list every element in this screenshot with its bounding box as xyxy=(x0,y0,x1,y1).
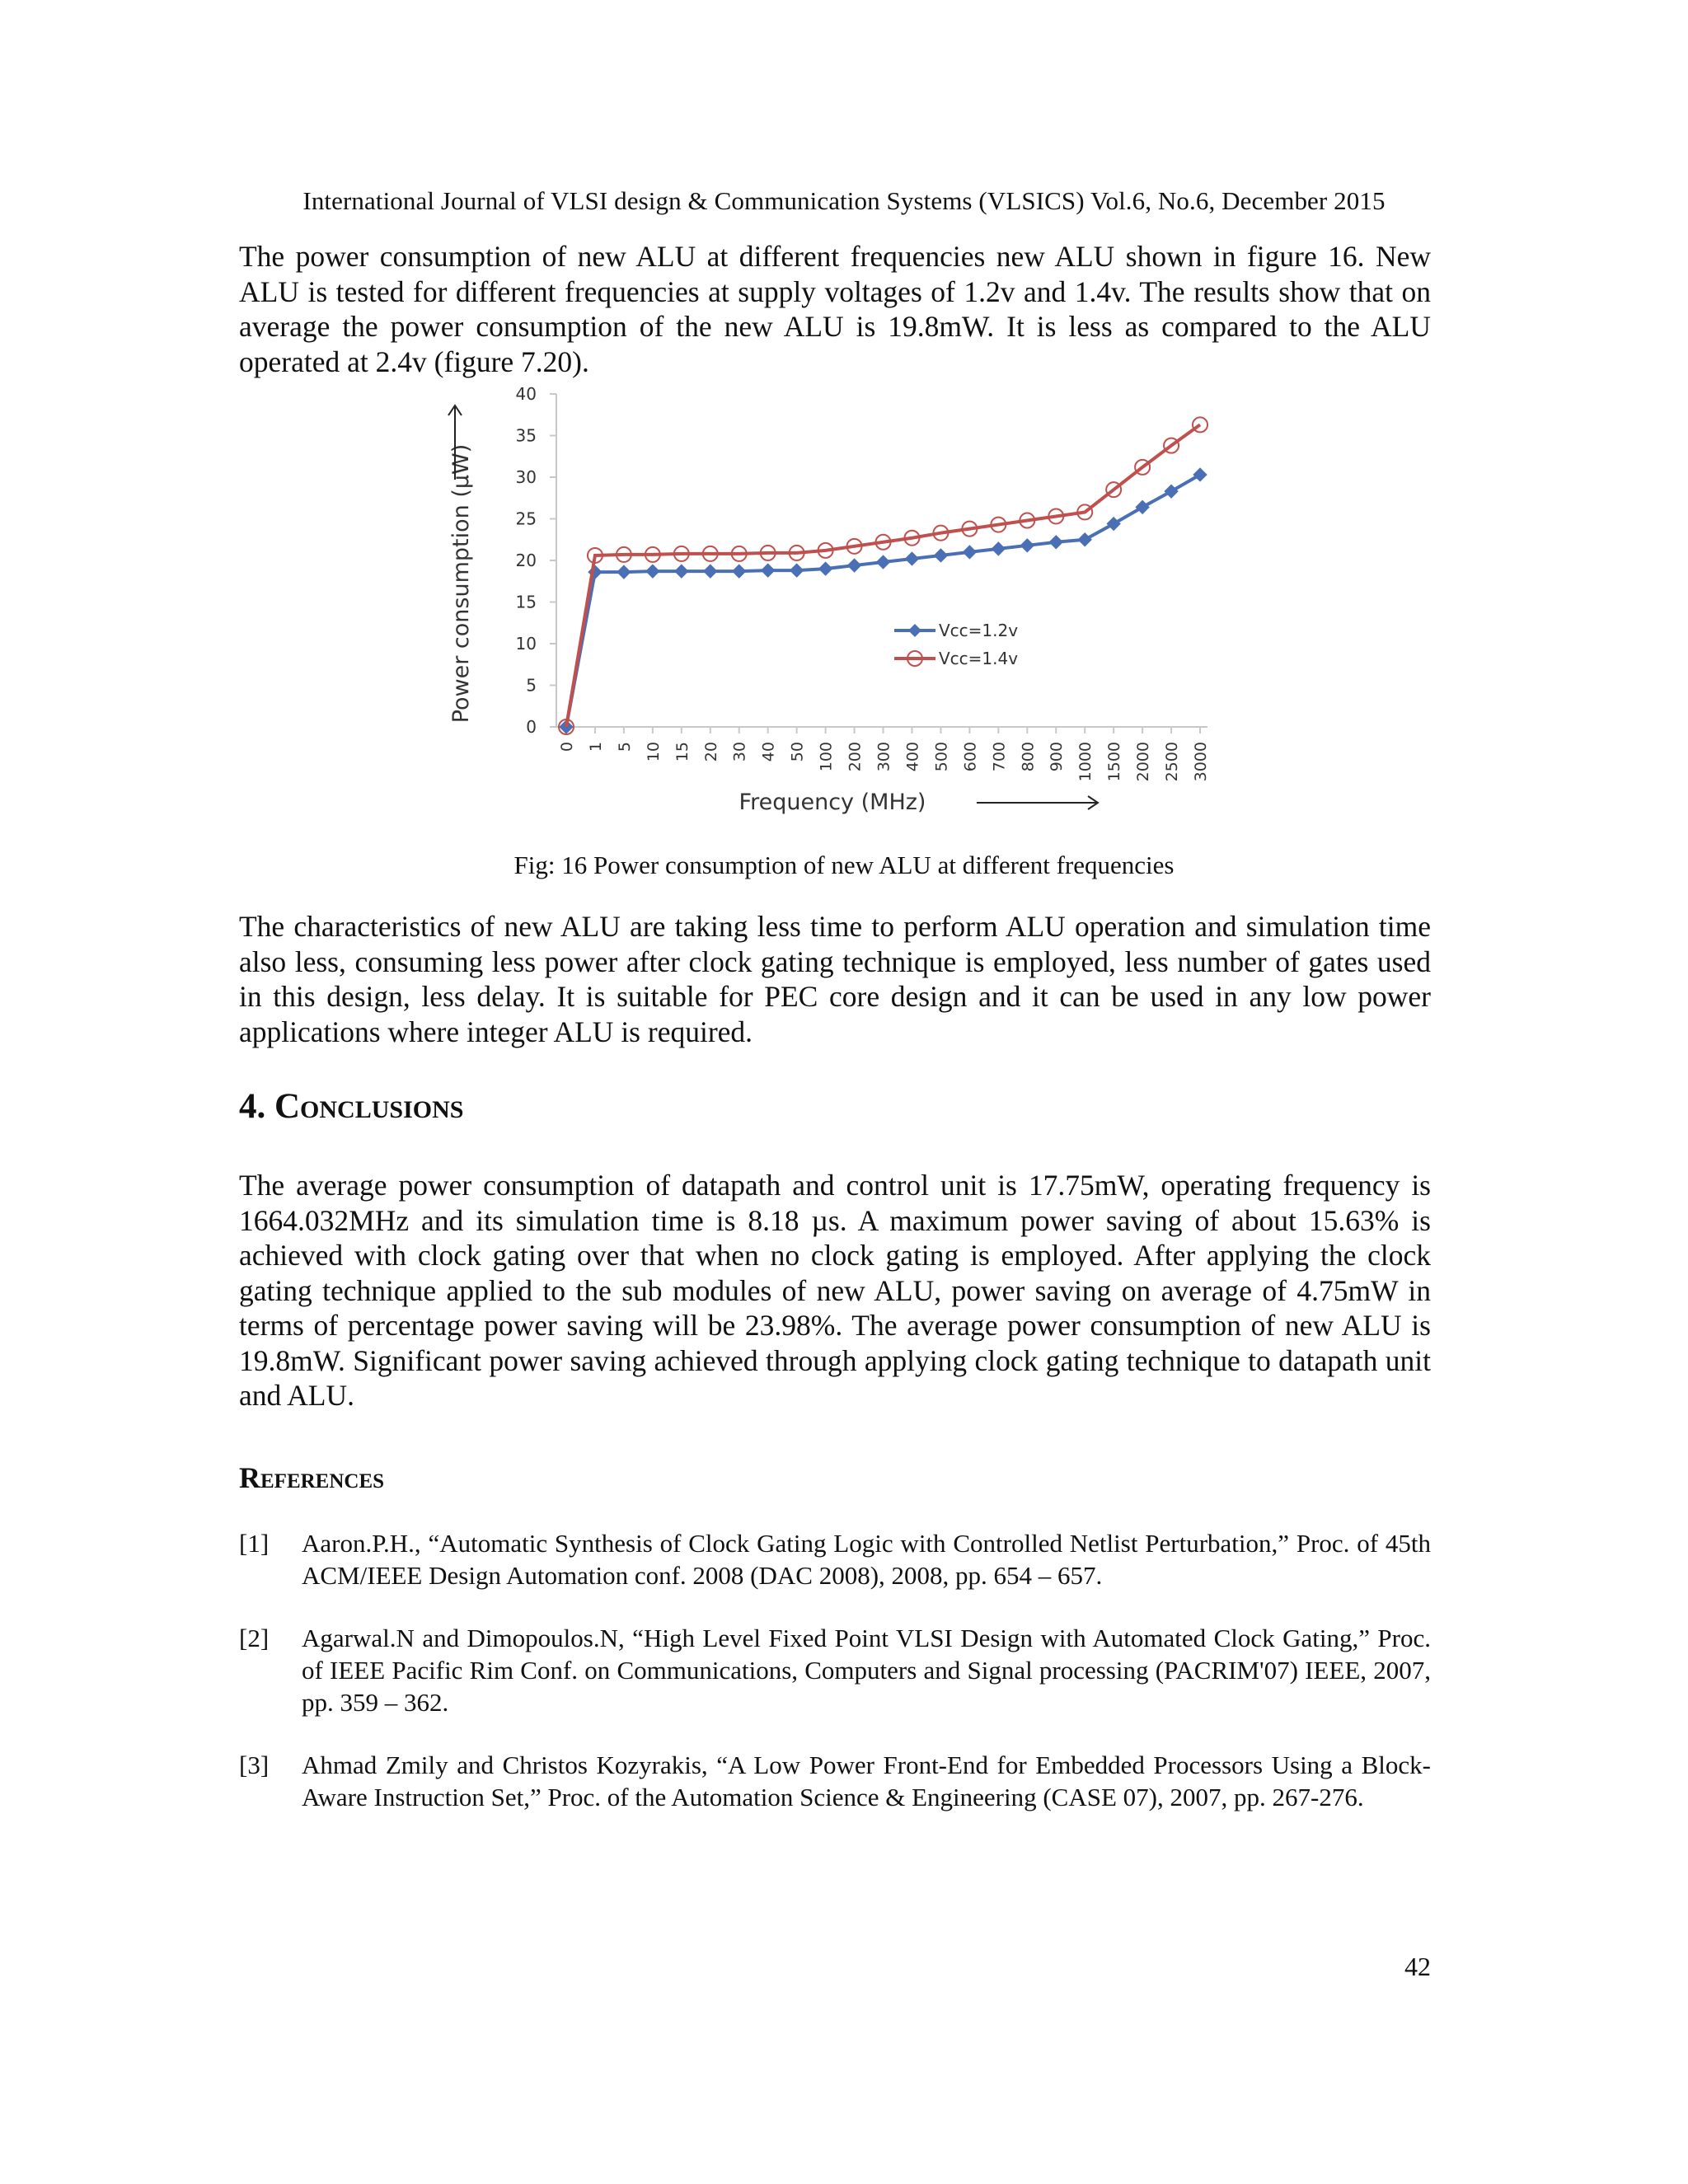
paragraph-conclusions: The average power consumption of datapath and control unit is 17.75mW, operating frequency is 1664.032MHz and its simulation time is 8.18 µs. A maximum power saving of about 15.63% is achieved with clock gating over that when no clock gating is employed. After applying the clock gating technique applied to the sub modules of new ALU, power saving on average of 4.75mW in terms of percentage power saving will be 23.98%. The average power consumption of new ALU is 19.8mW. Significant power saving achieved through applying clock gating technique to datapath unit and ALU. xyxy=(239,1169,1431,1412)
paragraph-intro: The power consumption of new ALU at different frequencies new ALU shown in figure 16. New ALU is tested for different frequencies at supply voltages of 1.2v and 1.4v. The results show that on average the power consumption of the new ALU is 19.8mW. It is less as compared to the ALU operated at 2.4v (figure 7.20). xyxy=(239,240,1431,378)
section-heading-references: References xyxy=(239,1461,385,1494)
reference-item xyxy=(239,1527,1431,1591)
reference-text: Ahmad Zmily and Christos Kozyrakis, “A Low Power Front-End for Embedded Processors Using a Block-Aware Instruction Set,” Proc. of the Automation Science & Engineering (CASE 07), 2007, pp. 267-276. xyxy=(302,1750,1431,1811)
x-tick-label: 500 xyxy=(932,742,951,772)
data-point xyxy=(963,546,976,559)
reference-item xyxy=(239,1749,1431,1813)
x-tick-label: 300 xyxy=(874,742,893,772)
section-heading-conclusions: 4. Conclusions xyxy=(239,1087,464,1126)
y-axis-label: Power consumption (µW) xyxy=(448,443,474,724)
data-point xyxy=(1049,536,1062,549)
legend-marker xyxy=(908,624,921,637)
x-tick-label: 15 xyxy=(673,742,692,762)
power-frequency-chart xyxy=(437,381,1228,826)
paragraph-characteristics: The characteristics of new ALU are taking less time to perform ALU operation and simulation time also less, consuming less power after clock gating technique is employed, less number of gates used in this design, less delay. It is suitable for PEC core design and it can be used in any low power applications where integer ALU is required. xyxy=(239,910,1431,1048)
running-head: International Journal of VLSI design & Communication Systems (VLSICS) Vol.6, No.6, December 2015 xyxy=(302,186,1386,215)
data-point xyxy=(762,564,775,577)
data-point xyxy=(1136,500,1149,513)
data-point xyxy=(1193,417,1207,432)
reference-number: [1] xyxy=(239,1529,270,1558)
reference-text: Aaron.P.H., “Automatic Synthesis of Clock Gating Logic with Controlled Netlist Perturbation,” Proc. of 45th ACM/IEEE Design Automation conf. 2008 (DAC 2008), 2008, pp. 654 – 657. xyxy=(302,1529,1431,1590)
series-line-1 xyxy=(566,475,1200,727)
y-tick-label: 10 xyxy=(515,634,537,654)
legend-label: Vcc=1.2v xyxy=(939,621,1019,640)
x-tick-label: 2500 xyxy=(1163,742,1182,782)
x-tick-label: 800 xyxy=(1019,742,1038,772)
x-tick-label: 3000 xyxy=(1192,742,1211,782)
y-tick-label: 30 xyxy=(515,467,537,487)
data-point xyxy=(733,565,746,578)
reference-number: [3] xyxy=(239,1750,270,1779)
y-tick-label: 5 xyxy=(526,675,537,696)
data-point xyxy=(1165,485,1178,498)
y-tick-label: 25 xyxy=(515,509,537,529)
y-tick-label: 15 xyxy=(515,592,537,612)
data-point xyxy=(790,564,804,577)
x-tick-label: 600 xyxy=(961,742,980,772)
data-point xyxy=(934,549,947,562)
x-tick-label: 50 xyxy=(788,742,807,762)
figure-16 xyxy=(437,381,1228,826)
data-point xyxy=(675,565,688,578)
reference-number: [2] xyxy=(239,1624,270,1652)
data-point xyxy=(848,559,861,572)
x-tick-label: 0 xyxy=(558,742,576,752)
x-tick-label: 400 xyxy=(903,742,922,772)
y-tick-label: 40 xyxy=(515,384,537,404)
data-point xyxy=(1193,468,1207,481)
figure-caption: Fig: 16 Power consumption of new ALU at different frequencies xyxy=(513,851,1175,879)
page-number: 42 xyxy=(1404,1952,1431,1981)
x-tick-label: 30 xyxy=(730,742,749,762)
data-point xyxy=(877,555,890,569)
data-point xyxy=(646,565,659,578)
x-tick-label: 40 xyxy=(759,742,778,762)
x-tick-label: 200 xyxy=(846,742,865,772)
x-tick-label: 700 xyxy=(990,742,1009,772)
x-tick-label: 10 xyxy=(644,742,663,762)
x-tick-label: 5 xyxy=(615,742,634,752)
series-line-2 xyxy=(566,424,1200,727)
reference-text: Agarwal.N and Dimopoulos.N, “High Level Fixed Point VLSI Design with Automated Clock Gating,” Proc. of IEEE Pacific Rim Conf. on Communications, Computers and Signal processing (PACRIM'07) IEEE, 2007, pp. 359 – 362. xyxy=(302,1624,1431,1717)
data-point xyxy=(617,565,631,579)
x-axis-label: Frequency (MHz) xyxy=(738,790,926,815)
x-tick-label: 1 xyxy=(586,742,605,752)
data-point xyxy=(905,552,918,565)
data-point xyxy=(1020,539,1034,552)
x-tick-label: 20 xyxy=(701,742,720,762)
y-tick-label: 20 xyxy=(515,551,537,570)
x-tick-label: 1500 xyxy=(1105,742,1124,782)
data-point xyxy=(1107,518,1120,531)
data-point xyxy=(819,562,832,575)
reference-item xyxy=(239,1622,1431,1718)
x-tick-label: 1000 xyxy=(1076,742,1095,782)
data-point xyxy=(704,565,717,578)
y-tick-label: 35 xyxy=(515,425,537,446)
x-tick-label: 100 xyxy=(817,742,836,772)
x-tick-label: 2000 xyxy=(1134,742,1153,782)
legend-label: Vcc=1.4v xyxy=(939,649,1019,668)
data-point xyxy=(992,542,1005,555)
data-point xyxy=(1078,533,1091,546)
x-tick-label: 900 xyxy=(1048,742,1067,772)
y-tick-label: 0 xyxy=(526,717,537,737)
